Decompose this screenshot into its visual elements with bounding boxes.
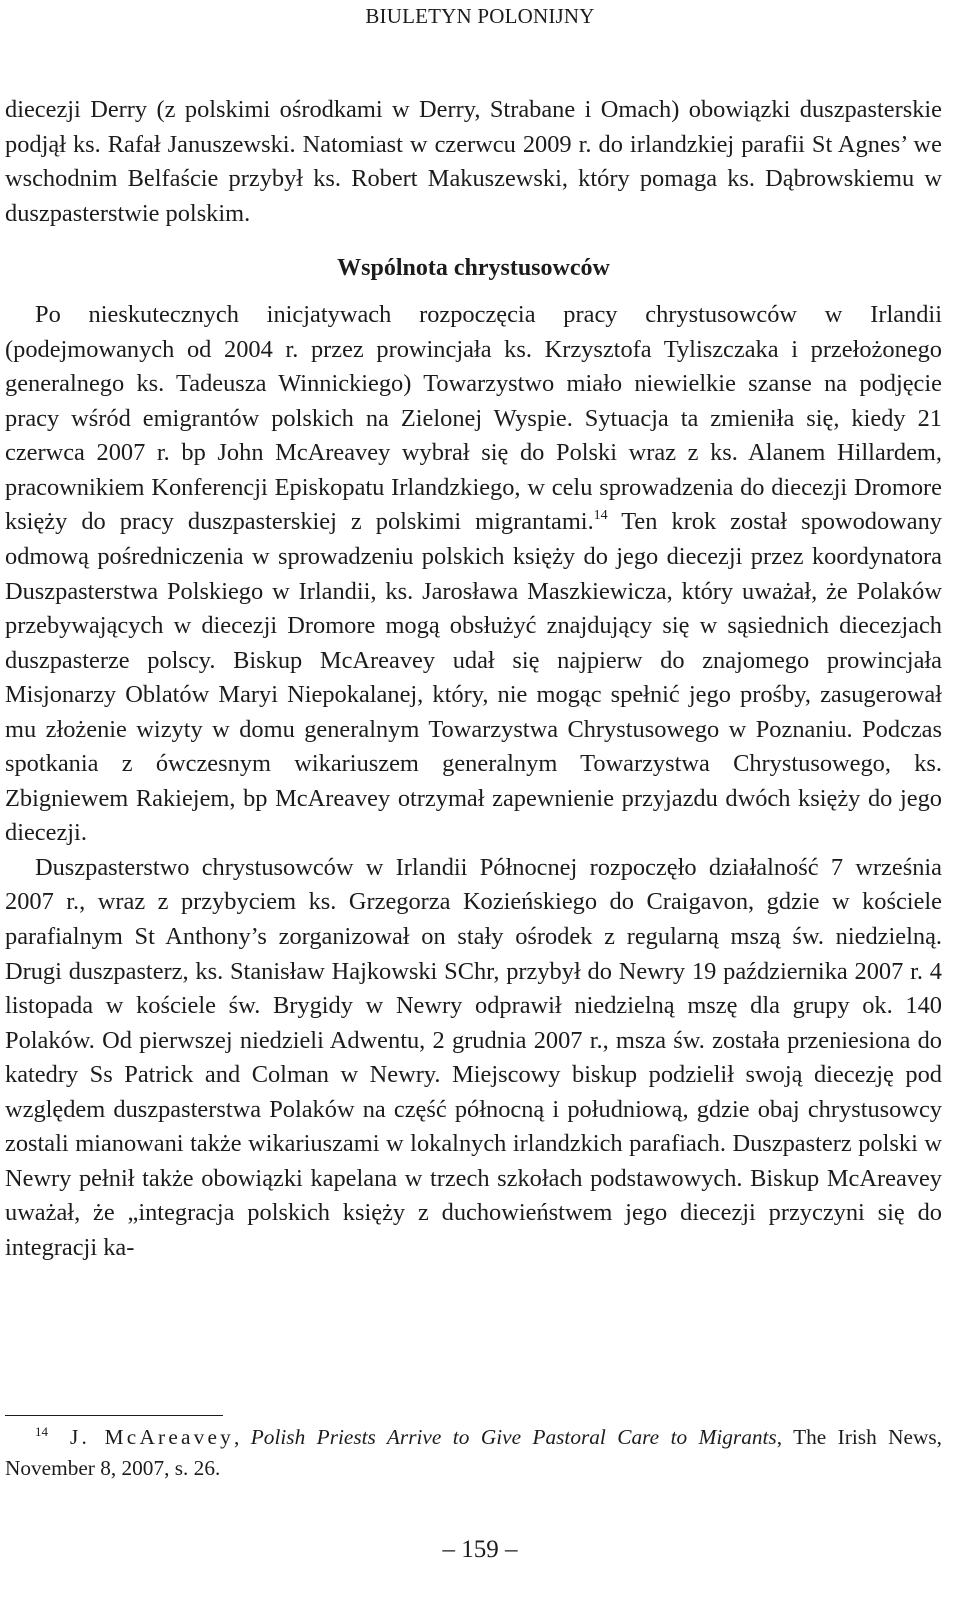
paragraph-continuation: diecezji Derry (z polskimi ośrodkami w Derry, Strabane i Omach) obowiązki duszpasterskie podjął ks. Rafał Januszewski. Natomiast w czerwcu 2009 r. do irlandzkiej parafii St Agnes’ we wschodnim Belfaście przybył ks. Robert Makuszewski, który pomaga ks. Dąbrowskiemu w duszpasterstwie polskim. <box>5 96 942 227</box>
body-text <box>5 93 942 1266</box>
footnote <box>5 1422 942 1484</box>
page-number: – 159 – <box>442 1536 518 1563</box>
paragraph-text: Ten krok został spowodowany odmową pośredniczenia w sprowadzeniu polskich księży do jego diecezji przez koordynatora Duszpasterstwa Polskiego w Irlandii, ks. Jarosława Maszkiewicza, który uważał, że Polaków przebywających w diecezji Dromore mogą obsłużyć znajdujący się w sąsiednich diecezjach duszpasterze polscy. Biskup McAreavey udał się najpierw do znajomego prowincjała Misjonarzy Oblatów Maryi Niepokalanej, który, nie mogąc spełnić jego prośby, zasugerował mu złożenie wizyty w domu generalnym Towarzystwa Chrystusowego w Poznaniu. Podczas spotkania z ówczesnym wikariuszem generalnym Towarzystwa Chrystusowego, ks. Zbigniewem Rakiejem, bp McAreavey otrzymał zapewnienie przyjazdu dwóch księży do jego diecezji. <box>5 508 942 847</box>
footnote-separator-text: , <box>234 1425 251 1449</box>
footnote-separator <box>5 1415 223 1416</box>
paragraph-text: Po nieskutecznych inicjatywach rozpoczęcia pracy chrystusowców w Irlandii (podejmowanych od 2004 r. przez prowincjała ks. Krzysztofa Tyliszczaka i przełożonego generalnego ks. Tadeusza Winnickiego) Towarzystwo miało niewielkie szanse na podjęcie pracy wśród emigrantów polskich na Zielonej Wyspie. Sytuacja ta zmieniła się, kiedy 21 czerwca 2007 r. bp John McAreavey wybrał się do Polski wraz z ks. Alanem Hillardem, pracownikiem Konferencji Episkopatu Irlandzkiego, w celu sprowadzenia do diecezji Dromore księży do pracy duszpasterskiej z polskimi migrantami. <box>5 301 942 536</box>
section-heading: Wspólnota chrystusowców <box>337 255 610 282</box>
running-header: BIULETYN POLONIJNY <box>365 4 595 28</box>
paragraph-community <box>5 298 942 851</box>
footnote-title: Polish Priests Arrive to Give Pastoral Care to Migrants <box>250 1425 777 1449</box>
paragraph-ministry: Duszpasterstwo chrystusowców w Irlandii Północnej rozpoczęło działalność 7 września 2007 r., wraz z przybyciem ks. Grzegorza Kozieńskiego do Craigavon, gdzie w kościele parafialnym St Anthony’s zorganizował on stały ośrodek z regularną mszą św. niedzielną. Drugi duszpasterz, ks. Stanisław Hajkowski SChr, przybył do Newry 19 października 2007 r. 4 listopada w kościele św. Brygidy w Newry odprawił niedzielną mszę dla grupy ok. 140 Polaków. Od pierwszej niedzieli Adwentu, 2 grudnia 2007 r., msza św. została przeniesiona do katedry Ss Patrick and Colman w Newry. Miejscowy biskup podzielił swoją diecezję pod względem duszpasterstwa Polaków na część północną i południową, gdzie obaj chrystusowcy zostali mianowani także wikariuszami w lokalnych irlandzkich parafiach. Duszpasterz polski w Newry pełnił także obowiązki kapelana w trzech szkołach podstawowych. Biskup McAreavey uważał, że „integracja polskich księży z duchowieństwem jego diecezji przyczyni się do integracji ka- <box>5 853 942 1261</box>
footnote-author: J. McAreavey <box>70 1425 234 1449</box>
footnote-reference[interactable]: 14 <box>593 508 608 524</box>
footnote-number: 14 <box>35 1424 48 1439</box>
footnote-source: , The Irish News, November 8, 2007, s. 26. <box>5 1425 942 1480</box>
